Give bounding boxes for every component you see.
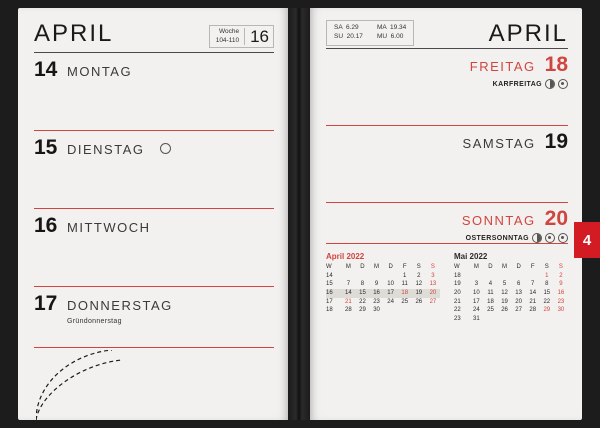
- mini-day: 1: [403, 272, 407, 279]
- sun-moon-times: [326, 20, 414, 46]
- mini-calendar-row: [454, 306, 568, 315]
- moonrise-label: MA: [376, 24, 387, 31]
- mini-calendar-header-row: [454, 263, 568, 272]
- mini-day: 31: [473, 316, 480, 323]
- mini-day-sunday: 27: [429, 298, 437, 305]
- mini-day: [398, 306, 412, 315]
- mini-day: [498, 272, 512, 281]
- mini-day-holiday: 29: [543, 307, 551, 314]
- day-entry-sunday[interactable]: [326, 203, 568, 243]
- mini-day: 29: [359, 307, 366, 314]
- moon-phase-icon: [532, 233, 542, 243]
- right-page: [310, 8, 582, 420]
- mini-day-holiday: 18: [398, 289, 412, 298]
- mini-day: 25: [487, 307, 494, 314]
- sunrise-label: SA: [334, 24, 343, 31]
- mini-day: 10: [387, 281, 394, 288]
- day-entry-friday[interactable]: [326, 49, 568, 125]
- mini-day: 13: [515, 290, 522, 297]
- mini-col-sat: S: [544, 264, 549, 270]
- mini-day: 26: [415, 298, 423, 305]
- mini-col-sat: S: [416, 264, 421, 270]
- day-number: 20: [544, 207, 568, 230]
- moon-phase-icon: [545, 79, 555, 89]
- mini-col-mon: M: [345, 264, 351, 270]
- right-month-title: APRIL: [488, 20, 568, 47]
- mini-calendar-title: April 2022: [326, 252, 365, 261]
- week-indicator: [209, 25, 274, 48]
- mini-week-number: 18: [326, 307, 333, 314]
- mini-calendar-row: [454, 315, 568, 324]
- mini-day: 17: [384, 289, 398, 298]
- moon-symbol-icon-2: [558, 233, 568, 243]
- mini-day: 15: [543, 290, 551, 297]
- mini-day: [355, 272, 369, 281]
- right-page-header: [326, 20, 568, 48]
- mini-day: 19: [412, 289, 426, 298]
- mini-calendar-row: [454, 289, 568, 298]
- day-name: SONNTAG: [461, 213, 536, 228]
- holiday-note-row: [326, 231, 568, 243]
- mini-col-wed: M: [502, 264, 508, 270]
- mini-day: 30: [373, 307, 380, 314]
- week-label-line1: Woche: [218, 28, 240, 36]
- week-label: [216, 28, 239, 44]
- mini-day: [341, 272, 355, 281]
- day-entry-thursday[interactable]: [34, 287, 274, 347]
- mini-week-number: 22: [454, 307, 461, 314]
- mini-day: 21: [529, 298, 537, 305]
- mini-col-week: W: [454, 264, 460, 270]
- mini-day-sunday: 20: [426, 289, 440, 298]
- left-page: [18, 8, 288, 420]
- month-tab-index[interactable]: 4: [574, 222, 600, 258]
- holiday-note-row: [326, 77, 568, 89]
- mini-week-number: 18: [454, 272, 461, 279]
- mini-calendar-row: [326, 280, 440, 289]
- mini-calendar-row: [454, 272, 568, 281]
- mini-day: 2: [417, 272, 421, 279]
- mini-calendar-row: [454, 280, 568, 289]
- day-number: 16: [34, 214, 58, 237]
- mini-calendar-row: [326, 306, 440, 315]
- mini-day: 12: [501, 290, 508, 297]
- mini-day: 9: [374, 281, 379, 288]
- mini-day: 3: [474, 281, 479, 288]
- mini-week-number: 16: [326, 289, 341, 298]
- mini-col-fri: F: [402, 264, 407, 270]
- mini-day: 12: [415, 281, 423, 288]
- new-moon-icon: [160, 143, 171, 154]
- mini-day: 25: [401, 298, 409, 305]
- mini-day: 7: [531, 281, 535, 288]
- mini-day: 26: [501, 307, 508, 314]
- moonrise-value: 19.34: [389, 24, 407, 31]
- mini-day: 5: [502, 281, 507, 288]
- mini-day: 28: [529, 307, 537, 314]
- mini-calendars: [326, 244, 568, 324]
- left-page-header: [34, 20, 274, 52]
- day-name: DONNERSTAG: [67, 298, 173, 313]
- mini-week-number: 21: [454, 298, 461, 305]
- mini-day: 14: [529, 290, 537, 297]
- mini-day: [483, 315, 497, 324]
- holiday-note: OSTERSONNTAG: [465, 234, 529, 242]
- mini-day-sunday: 30: [557, 307, 565, 314]
- moonset-value: 6.00: [390, 32, 404, 40]
- mini-day: [469, 272, 483, 281]
- mini-day: [512, 272, 526, 281]
- mini-day: 15: [355, 289, 369, 298]
- mini-calendar-title: Mai 2022: [454, 252, 488, 261]
- mini-calendar-row: [454, 298, 568, 307]
- mini-calendar-table: [326, 263, 440, 315]
- moon-symbol-icon: [558, 79, 568, 89]
- mini-day: [512, 315, 526, 324]
- moon-symbol-icon: [545, 233, 555, 243]
- moonset-label: MU: [376, 32, 388, 40]
- mini-day-sunday: 3: [431, 272, 435, 279]
- mini-calendar-table: [454, 263, 568, 324]
- mini-day-holiday: 1: [545, 272, 549, 279]
- mini-day: 18: [487, 298, 494, 305]
- mini-day-sunday: [426, 306, 440, 315]
- holiday-note: Gründonnerstag: [67, 318, 122, 325]
- moonset-row: [377, 33, 406, 42]
- mini-day-holiday: 21: [345, 298, 352, 305]
- mini-col-sun: S: [430, 264, 435, 270]
- day-number: 14: [34, 58, 58, 81]
- mini-day: 23: [373, 298, 380, 305]
- mini-day: 24: [473, 307, 480, 314]
- mini-day: [498, 315, 512, 324]
- week-number: 16: [244, 28, 269, 45]
- mini-week-number: 23: [454, 316, 461, 323]
- day-divider: [34, 347, 274, 348]
- sunset-label: SU: [334, 32, 344, 40]
- mini-day: 8: [360, 281, 365, 288]
- mini-col-wed: M: [374, 264, 380, 270]
- mini-col-fri: F: [530, 264, 535, 270]
- mini-week-number: 15: [326, 281, 333, 288]
- mini-day: [412, 306, 426, 315]
- mini-day: 7: [346, 281, 351, 288]
- day-name: MONTAG: [67, 64, 133, 79]
- mini-day: [540, 315, 554, 324]
- day-number: 19: [544, 130, 568, 153]
- mini-day: [384, 272, 398, 281]
- day-entry-monday[interactable]: [34, 53, 274, 130]
- sunrise-value: 6.29: [345, 24, 359, 31]
- mini-day: 10: [473, 290, 480, 297]
- mini-day-sunday: 2: [559, 272, 563, 279]
- mini-calendar-row: [326, 298, 440, 307]
- mini-col-sun: S: [558, 264, 563, 270]
- mini-day-sunday: 23: [557, 298, 565, 305]
- mini-calendar-row: [326, 272, 440, 281]
- moonrise-row: [377, 24, 406, 33]
- mini-calendar-header-row: [326, 263, 440, 272]
- day-name: SAMSTAG: [462, 136, 536, 151]
- sunset-value: 20.17: [346, 32, 363, 40]
- mini-col-thu: D: [516, 264, 521, 270]
- holiday-note: KARFREITAG: [492, 80, 542, 88]
- day-name: DIENSTAG: [67, 142, 145, 157]
- mini-day: 4: [488, 281, 493, 288]
- mini-day-sunday: 13: [429, 281, 437, 288]
- mini-day: 27: [515, 307, 522, 314]
- book-spine: [288, 8, 310, 420]
- mini-day: 11: [487, 290, 494, 297]
- mini-calendar-april[interactable]: [326, 252, 440, 324]
- mini-day: 11: [401, 281, 408, 288]
- mini-day: 20: [515, 298, 522, 305]
- sunset-row: [334, 33, 363, 42]
- mini-day: 24: [387, 298, 394, 305]
- mini-day-sunday: 16: [557, 290, 565, 297]
- mini-col-tue: D: [360, 264, 365, 270]
- mini-calendar-may[interactable]: [454, 252, 568, 324]
- mini-calendar-row-current-week: [326, 289, 440, 298]
- mini-week-number: 19: [454, 281, 461, 288]
- mini-day: [370, 272, 384, 281]
- mini-col-thu: D: [388, 264, 393, 270]
- mini-day: [384, 306, 398, 315]
- mini-col-mon: M: [473, 264, 479, 270]
- mini-day: 22: [543, 298, 551, 305]
- mini-day: 28: [345, 307, 352, 314]
- mini-col-tue: D: [488, 264, 493, 270]
- mini-day: 14: [341, 289, 355, 298]
- mini-week-number: 14: [326, 272, 333, 279]
- mini-day: 17: [473, 298, 480, 305]
- day-name: MITTWOCH: [67, 220, 151, 235]
- day-number: 18: [544, 53, 568, 76]
- week-label-line2: 104-110: [215, 36, 240, 44]
- mini-day-sunday: [554, 315, 568, 324]
- mini-day: 22: [359, 298, 366, 305]
- day-number: 17: [34, 292, 58, 315]
- sunrise-row: [334, 24, 363, 33]
- mini-day: 16: [370, 289, 384, 298]
- mini-day: [483, 272, 497, 281]
- left-month-title: APRIL: [34, 20, 114, 47]
- mini-day: 6: [516, 281, 521, 288]
- mini-day: 19: [501, 298, 508, 305]
- mini-day-sunday: 9: [559, 281, 563, 288]
- mini-day: 8: [545, 281, 549, 288]
- day-name: FREITAG: [469, 59, 536, 74]
- mini-week-number: 17: [326, 298, 333, 305]
- day-entry-saturday[interactable]: [326, 126, 568, 202]
- day-number: 15: [34, 136, 58, 159]
- day-entry-tuesday[interactable]: [34, 131, 274, 208]
- mini-day: [526, 315, 540, 324]
- mini-day: [526, 272, 540, 281]
- mini-col-week: W: [326, 264, 332, 270]
- mini-week-number: 20: [454, 290, 461, 297]
- day-entry-wednesday[interactable]: [34, 209, 274, 286]
